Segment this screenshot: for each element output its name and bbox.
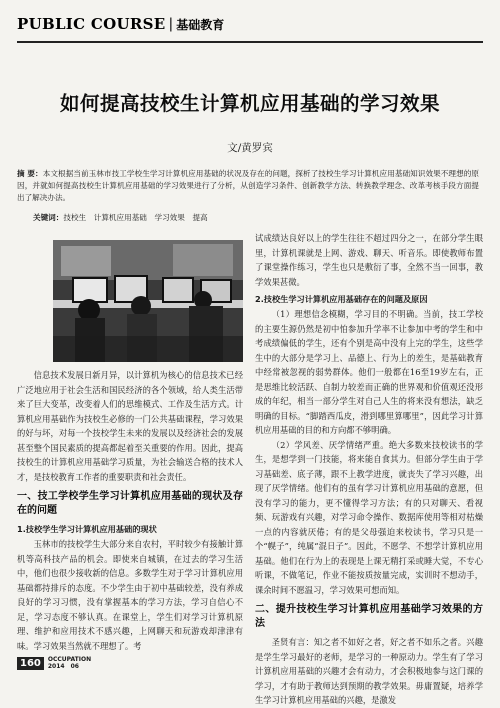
page-number: 160	[17, 657, 44, 670]
right-column	[255, 231, 483, 708]
journal-section-logo: PUBLIC COURSE	[17, 15, 166, 33]
subsection-heading-1-2: 2.技校生学习计算机应用基础存在的问题及原因	[255, 294, 428, 304]
status-paragraph: 玉林市的技校学生大部分来自农村，平时较少有接触计算机等高科技产品的机会。即使来自城镇，在过去的学习生活中，他们也很少接收新的信息。多数学生对于学习计算机应用基础都持排斥的态度。不少学生由于初中基础较差，没有养成良好的学习习惯，没有掌握基本的学习方法，学习自信心不足，学习态度不够认真。在课堂上，学生们对学习计算机原理、维护和应用技术不感兴趣，上网聊天和玩游戏却津津有味。学习效果当然就不理想了。考	[17, 539, 243, 651]
section-heading-1: 一、技工学校学生学习计算机应用基础的现状及存在的问题	[17, 491, 243, 516]
subsection-heading-1-1: 1.技校学生学习计算机应用基础的现状	[17, 524, 157, 534]
section-heading-2: 二、提升技校生学习计算机应用基础学习效果的方法	[255, 604, 483, 629]
classroom-photo-image	[53, 240, 243, 362]
intro-paragraph: 信息技术发展日新月异，以计算机为核心的信息技术已经广泛地应用于社会生活和国民经济的各个领域，给人类生活带来了巨大变革，改变着人们的思维模式、工作及生活方式。计算机应用基础作为技校生必修的一门公共基础课程，学习效果的好与坏，对每一个技校学生未来的发展以及经济社会的发展甚至整个国民素质的提高都起着至关重要的作用。因此，提高技校生的计算机应用基础学习质量，为社会输送合格的技术人才，是技校教育工作者的重要职责和社会责任。	[17, 370, 243, 482]
left-column	[17, 368, 243, 653]
journal-issue: 2014 06	[47, 663, 79, 670]
journal-name: OCCUPATION	[47, 656, 92, 663]
keywords-text: 技校生 计算机应用基础 学习效果 提高	[63, 213, 208, 222]
abstract-label: 摘 要：	[17, 169, 43, 178]
problem-paragraph-2: （2）学风差、厌学情绪严重。绝大多数来技校读书的学生，是想学到一门技能，将来能自食其力。但部分学生由于学习基础差、底子薄，跟不上教学进度，就丧失了学习兴趣，出现了厌学情绪。他们有的虽有学习计算机应用基础的意愿，但没有学习的能力，更不懂得学习方法；有的只对聊天、看视频、玩游戏有兴趣，对学习命令操作、数据库使用等相对枯燥一点的内容就厌倦；有的是父母强迫来校读书，学习只是一个“幌子”，纯属“混日子”。因此，不愿学、不想学计算机应用基础。他们在行为上的表现是上课无精打采或睡大觉，不专心听课，不做笔记，作业不能按质按量完成，实训时不想动手，课余时间不愿温习，学习效果可想而知。	[255, 439, 483, 595]
article-author: 文/黄罗宾	[227, 142, 273, 154]
classroom-photo	[53, 240, 243, 362]
problem-paragraph-1: （1）理想信念模糊，学习目的不明确。当前，技工学校的主要生源仍然是初中怕参加升学率不让参加中考的学生和中考成绩偏低的学生，还有个别是高中没有上完的学生，这些学生中的大部分是学习上、品德上、行为上的差生，是基础教育中经常被忽视的弱势群体。他们一般都在16至19岁左右，正是思维比较活跃、自制力较差而正确的世界观和价值观还没形成的年纪，相当一部分学生对自己人生的将来没有想法，缺乏明确的目标。“脚踏西瓜皮，滑到哪里算哪里”，因此学习计算机应用基础的目的和方向都不够明确。	[255, 309, 483, 435]
method-paragraph: 圣贤有言：知之者不如好之者，好之者不如乐之者。兴趣是学生学习最好的老师，是学习的一种原动力。学生有了学习计算机应用基础的兴趣才会有动力，才会积极地参与这门课的学习，才有助于教师达到预期的教学效果。毋庸置疑，培养学生学习计算机应用基础的兴趣，是激发	[255, 637, 483, 705]
keywords-label: 关键词：	[33, 213, 64, 222]
page-footer	[17, 656, 91, 670]
continued-paragraph: 试成绩达良好以上的学生往往不超过四分之一，在部分学生眼里，计算机课就是上网、游戏、聊天、听音乐。即使教师布置了课堂操作练习，学生也只是敷衍了事，全然不当一回事，教学效果甚微。	[255, 233, 483, 287]
abstract-text: 本文根据当前玉林市技工学校生学习计算机应用基础的状况及存在的问题，探析了技校生学习计算机应用基础知识效果不理想的原因，并就如何提高技校生计算机应用基础的学习效果进行了分析，从创造学习条件、创新教学方法、转换教学理念、改革考核手段方面提出了解决办法。	[17, 169, 479, 203]
journal-info	[48, 656, 91, 670]
article-title: 如何提高技校生计算机应用基础的学习效果	[59, 92, 440, 115]
header-rule	[17, 41, 483, 43]
keywords	[33, 212, 473, 224]
section-header	[17, 11, 224, 37]
abstract	[17, 168, 479, 205]
header-separator: |	[168, 16, 174, 32]
section-category: 基础教育	[176, 17, 225, 32]
